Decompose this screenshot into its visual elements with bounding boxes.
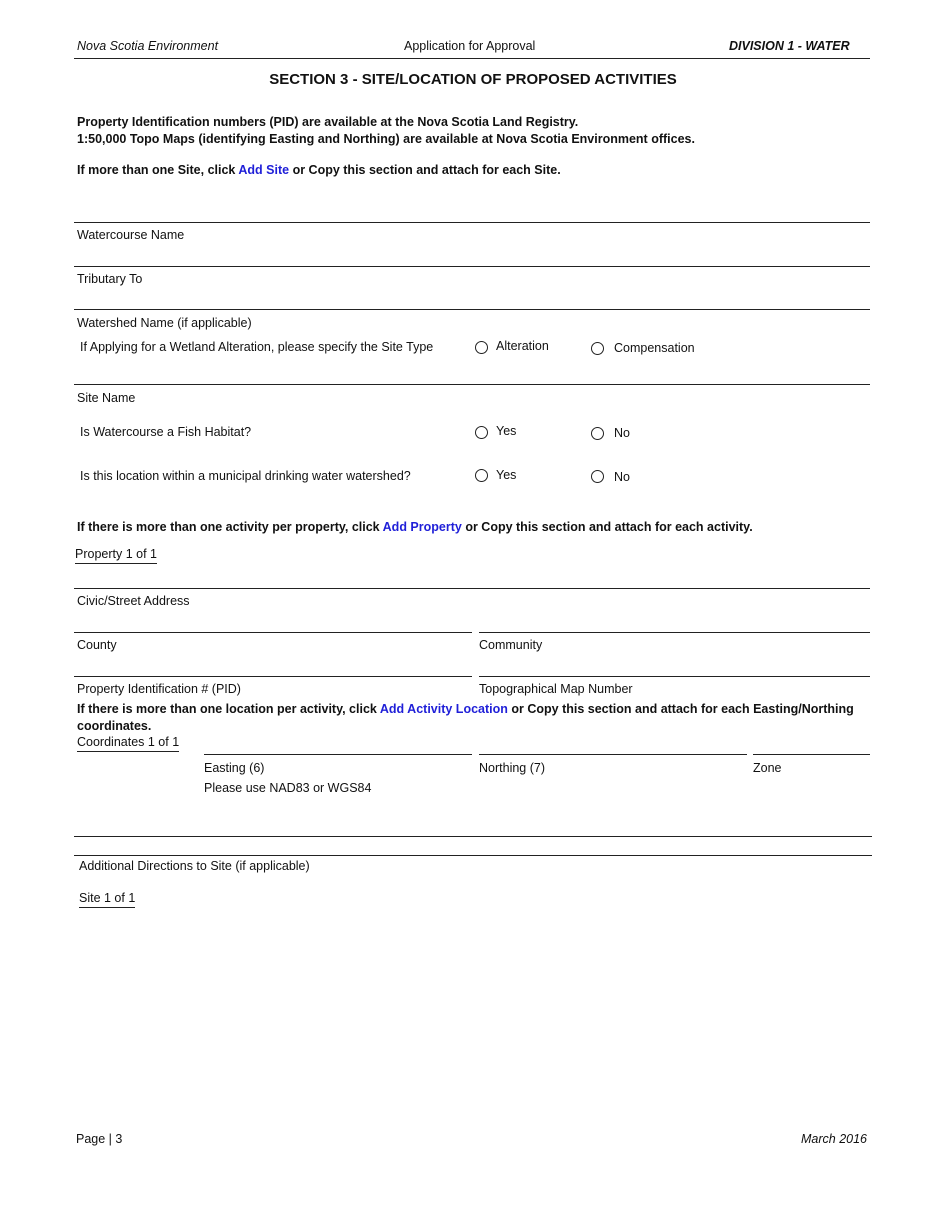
site-counter: Site 1 of 1: [79, 891, 135, 908]
divider: [74, 309, 870, 310]
drinking-water-no-radio[interactable]: [591, 470, 604, 483]
wetland-question: If Applying for a Wetland Alteration, please specify the Site Type: [80, 340, 434, 354]
watershed-name-label: Watershed Name (if applicable): [77, 316, 252, 330]
divider: [74, 222, 870, 223]
header-division: DIVISION 1 - WATER: [729, 39, 850, 53]
location-instr-suffix: or Copy this section and attach for each Easting/Northing: [511, 702, 854, 716]
wetland-compensation-label: Compensation: [614, 341, 695, 355]
add-property-link[interactable]: Add Property: [382, 520, 462, 534]
property-instr-prefix: If there is more than one activity per property, click: [77, 520, 380, 534]
divider: [74, 266, 870, 267]
divider: [74, 588, 870, 589]
intro-pid-note: Property Identification numbers (PID) are available at the Nova Scotia Land Registry.: [77, 115, 579, 129]
divider: [204, 754, 472, 755]
county-input[interactable]: [150, 654, 465, 672]
add-site-link[interactable]: Add Site: [238, 163, 290, 177]
coordinates-counter: Coordinates 1 of 1: [77, 735, 179, 752]
civic-address-label: Civic/Street Address: [77, 594, 190, 608]
easting-input[interactable]: [210, 734, 465, 752]
county-label: County: [77, 638, 117, 652]
additional-directions-label: Additional Directions to Site (if applicable): [79, 859, 310, 873]
easting-label: Easting (6): [204, 761, 265, 775]
topo-map-label: Topographical Map Number: [479, 682, 633, 696]
add-property-line: [77, 520, 753, 534]
property-counter: Property 1 of 1: [75, 547, 157, 564]
intro-site-suffix: or Copy this section and attach for each Site.: [292, 163, 561, 177]
add-activity-location-link[interactable]: Add Activity Location: [379, 702, 508, 716]
northing-label: Northing (7): [479, 761, 545, 775]
fish-habitat-no-radio[interactable]: [591, 427, 604, 440]
divider: [74, 855, 872, 856]
add-location-line: [77, 702, 854, 716]
wetland-compensation-radio[interactable]: [591, 342, 604, 355]
fish-habitat-no-label: No: [614, 426, 630, 440]
tributary-to-label: Tributary To: [77, 272, 143, 286]
intro-site-prefix: If more than one Site, click: [77, 163, 236, 177]
fish-habitat-question: Is Watercourse a Fish Habitat?: [80, 425, 252, 439]
drinking-water-yes-radio[interactable]: [475, 469, 488, 482]
divider: [74, 384, 870, 385]
header-rule: [74, 58, 870, 59]
intro-topo-note: 1:50,000 Topo Maps (identifying Easting and Northing) are available at Nova Scotia Environment offices.: [77, 132, 695, 146]
divider: [74, 632, 472, 633]
property-instr-suffix: or Copy this section and attach for each activity.: [465, 520, 753, 534]
header-org: Nova Scotia Environment: [77, 39, 219, 53]
divider: [74, 836, 872, 837]
divider: [753, 754, 870, 755]
datum-note: Please use NAD83 or WGS84: [204, 781, 372, 795]
fish-habitat-yes-label: Yes: [496, 424, 517, 438]
location-instr-prefix: If there is more than one location per activity, click: [77, 702, 377, 716]
northing-input[interactable]: [485, 734, 740, 752]
wetland-alteration-radio[interactable]: [475, 341, 488, 354]
divider: [479, 632, 870, 633]
pid-label: Property Identification # (PID): [77, 682, 241, 696]
intro-add-site-line: [77, 163, 561, 177]
watercourse-name-label: Watercourse Name: [77, 228, 185, 242]
footer-page-number: Page | 3: [76, 1132, 123, 1146]
community-input[interactable]: [560, 654, 865, 672]
drinking-water-no-label: No: [614, 470, 630, 484]
zone-input[interactable]: [759, 734, 864, 752]
section-title: SECTION 3 - SITE/LOCATION OF PROPOSED ACTIVITIES: [269, 71, 677, 88]
footer-date: March 2016: [801, 1132, 868, 1146]
site-name-label: Site Name: [77, 391, 136, 405]
zone-label: Zone: [753, 761, 782, 775]
tributary-to-input[interactable]: [200, 288, 860, 306]
civic-address-input[interactable]: [200, 610, 860, 628]
drinking-water-yes-label: Yes: [496, 468, 517, 482]
header-doc-title: Application for Approval: [404, 39, 536, 53]
community-label: Community: [479, 638, 543, 652]
wetland-alteration-label: Alteration: [496, 339, 549, 353]
watercourse-name-input[interactable]: [200, 244, 860, 262]
fish-habitat-yes-radio[interactable]: [475, 426, 488, 439]
location-instr-line2: coordinates.: [77, 719, 152, 733]
divider: [479, 754, 747, 755]
divider: [74, 676, 472, 677]
divider: [479, 676, 870, 677]
drinking-water-question: Is this location within a municipal drinking water watershed?: [80, 469, 411, 483]
